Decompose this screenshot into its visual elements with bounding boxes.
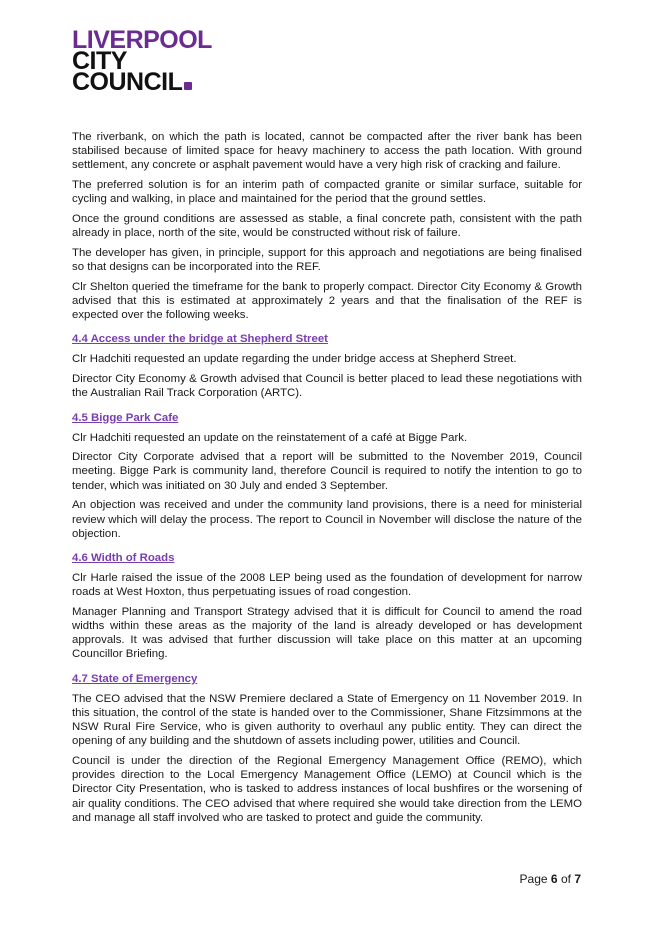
paragraph: The preferred solution is for an interim path of compacted granite or similar surface, suitable for cycling and walking, in place and maintained for the period that the ground settles. bbox=[72, 179, 582, 206]
logo-line-city: CITY bbox=[72, 47, 127, 75]
document-body bbox=[72, 130, 582, 831]
paragraph: Clr Hadchiti requested an update regarding the under bridge access at Shepherd Street. bbox=[72, 353, 517, 366]
paragraph: The CEO advised that the NSW Premiere declared a State of Emergency on 11 November 2019. In this situation, the control of the state is handed over to the Commissioner, Shane Fitzsimmons at the NSW Rural Fire Service, who is given authority to overhaul any public entity. They can direct the opening of any building and the shutdown of assets including power, utilities and Council. bbox=[72, 692, 582, 748]
paragraph: Clr Hadchiti requested an update on the reinstatement of a café at Bigge Park. bbox=[72, 431, 468, 444]
intro-section bbox=[72, 130, 582, 322]
paragraph: Manager Planning and Transport Strategy advised that it is difficult for Council to amend the road widths within these areas as the majority of the land is already developed or has development approvals. It was advised that further discussion will take place on this matter at an upcoming Councillor Briefing. bbox=[72, 605, 582, 661]
logo-line-council bbox=[72, 68, 212, 96]
section-heading: 4.7 State of Emergency bbox=[72, 672, 198, 685]
section-state-of-emergency bbox=[72, 672, 582, 825]
paragraph: An objection was received and under the community land provisions, there is a need for ministerial review which will delay the process. The report to Council in November will disclose the nature of the objection. bbox=[72, 499, 582, 540]
section-heading: 4.6 Width of Roads bbox=[72, 551, 175, 564]
paragraph: The developer has given, in principle, support for this approach and negotiations are being finalised so that designs can be incorporated into the REF. bbox=[72, 246, 582, 274]
paragraph: Clr Shelton queried the timeframe for the bank to properly compact. Director City Economy & Growth advised that this is estimated at approximately 2 years and that the finalisation of the REF is expected over the following weeks. bbox=[72, 280, 582, 322]
paragraph: The riverbank, on which the path is located, cannot be compacted after the river bank has been stabilised because of limited space for heavy machinery to access the path location. With ground settlement, any concrete or asphalt pavement would have a very high risk of cracking and failure. bbox=[72, 131, 582, 172]
paragraph: Director City Economy & Growth advised that Council is better placed to lead these negotiations with the Australian Rail Track Corporation (ARTC). bbox=[72, 373, 582, 400]
page-label: Page bbox=[519, 872, 548, 886]
paragraph: Director City Corporate advised that a report will be submitted to the November 2019, Council meeting. Bigge Park is community land, therefore Council is required to notify the intention to go to tender, which was initiated on 30 July and ended 3 September. bbox=[72, 451, 582, 492]
current-page-number: 6 bbox=[550, 872, 558, 886]
section-width-of-roads bbox=[72, 551, 582, 662]
page-footer bbox=[520, 872, 581, 886]
logo-dot-icon bbox=[184, 82, 192, 90]
paragraph: Clr Harle raised the issue of the 2008 LEP being used as the foundation of development for narrow roads at West Hoxton, thus perpetuating issues of road congestion. bbox=[72, 571, 582, 599]
section-access-under-bridge bbox=[72, 332, 582, 400]
logo-line-liverpool: LIVERPOOL bbox=[72, 26, 212, 54]
paragraph: Council is under the direction of the Regional Emergency Management Office (REMO), which provides direction to the Local Emergency Management Office (LEMO) at Council which is the Director City Presentation, who is tasked to address instances of local bushfires or the worsening of air quality conditions. The CEO advised that where required she would take direction from the LEMO and manage all staff involved who are tasked to protect and guide the community. bbox=[72, 755, 582, 824]
logo-council-text: COUNCIL bbox=[72, 68, 183, 96]
council-logo bbox=[72, 26, 212, 96]
section-bigge-park-cafe bbox=[72, 411, 582, 541]
total-pages-number: 7 bbox=[574, 872, 581, 886]
section-heading: 4.5 Bigge Park Cafe bbox=[72, 411, 179, 424]
of-label: of bbox=[560, 872, 571, 886]
section-heading: 4.4 Access under the bridge at Shepherd Street bbox=[72, 333, 328, 346]
paragraph: Once the ground conditions are assessed as stable, a final concrete path, consistent with the path already in place, north of the site, would be constructed without risk of failure. bbox=[72, 213, 582, 240]
